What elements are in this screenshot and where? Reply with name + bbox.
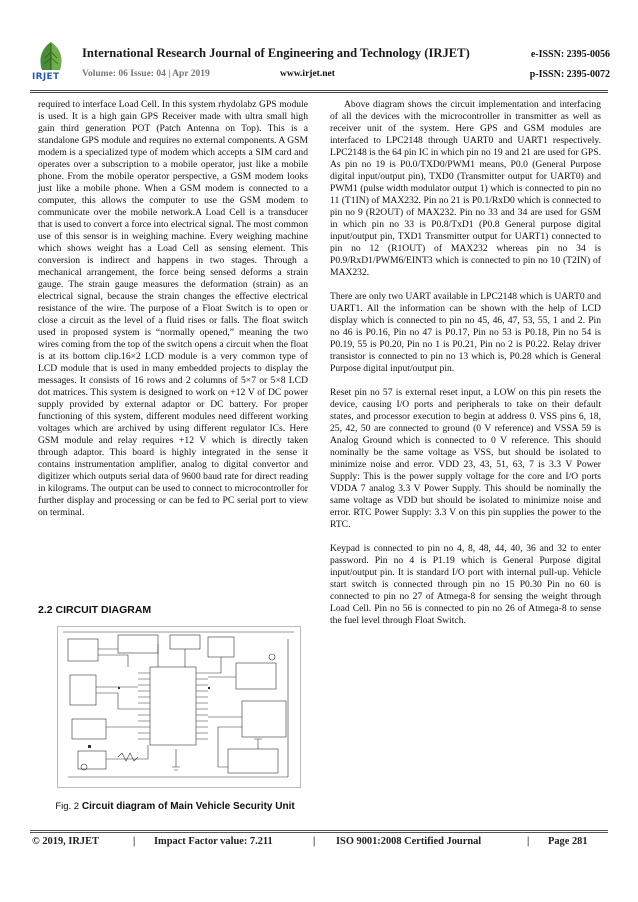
page-footer xyxy=(30,836,608,852)
figure-caption-text: Circuit diagram of Main Vehicle Security Unit xyxy=(81,801,295,812)
footer-copyright: © 2019, IRJET xyxy=(32,836,99,847)
p-issn: p-ISSN: 2395-0072 xyxy=(529,69,610,80)
logo-text: IRJET xyxy=(32,72,60,82)
paragraph: There are only two UART available in LPC2148 which is UART0 and UART1. All the information can be shown with the help of LCD display which is connected to pin no 45, 46, 47, 53, 55, 1 and 2. Pin no 46 is P0.16, Pin no 47 is P0.17, Pin no 53 is P0.18, Pin no 54 is P0.19, 55 is P0.20, Pin no 1 is P0.21, Pin no 2 is P0.22. Relay driver transistor is connected to pin no 13 which is, P0.28 which is General Purpose digital input/output pin. xyxy=(330,291,601,374)
footer-divider xyxy=(30,830,608,831)
journal-header xyxy=(30,40,610,90)
page-number: Page 281 xyxy=(548,836,588,847)
figure-label: Fig. 2 xyxy=(55,801,80,812)
section-heading: 2.2 CIRCUIT DIAGRAM xyxy=(38,604,152,616)
header-divider-2 xyxy=(30,92,608,93)
website-link[interactable]: www.irjet.net xyxy=(280,69,335,79)
irjet-logo xyxy=(30,40,72,88)
journal-title: International Research Journal of Engineering and Technology (IRJET) xyxy=(82,46,470,60)
footer-separator: | xyxy=(527,836,530,847)
paragraph: Reset pin no 57 is external reset input, a LOW on this pin resets the device, causing I/O ports and peripherals to take on their default states, and processor execution to begin at address 0. VSS pins 6, 18, 25, 42, 50 are connected to ground (0 V reference) and VSSA 59 is Analog Ground which is connected to 0 V reference. This should nominally be the same voltage as VSS, but should be isolated to minimize noise and error. VDD 23, 43, 51, 63, 7 is 3.3 V Power Supply: This is the power supply voltage for the core and I/O ports VDDA 7 analog 3.3 V Power Supply. This should be nominally the same voltage as VDD but should be isolated to minimize noise and error. RTC Power Supply: 3.3 V on this pin supplies the power to the RTC. xyxy=(330,387,601,530)
irjet-leaf-icon xyxy=(30,40,72,74)
footer-iso: ISO 9001:2008 Certified Journal xyxy=(336,836,482,847)
paragraph: Keypad is connected to pin no 4, 8, 48, 44, 40, 36 and 32 to enter password. Pin no 4 is P1.19 which is General Purpose digital input/output pin. It is standard I/O port with internal pull-up. Vehicle start switch is connected through pin no 15 P0.30 Pin no 60 is connected to pin no 27 of Atmega-8 for sensing the weight through Load Cell. Pin no 56 is connected to pin no 26 of Atmega-8 to sense the fuel level through Float Switch. xyxy=(330,543,601,626)
header-divider xyxy=(30,90,608,91)
footer-separator: | xyxy=(133,836,136,847)
e-issn: e-ISSN: 2395-0056 xyxy=(530,49,610,60)
right-column xyxy=(330,99,601,639)
footer-divider-2 xyxy=(30,832,608,833)
footer-impact-factor: Impact Factor value: 7.211 xyxy=(154,836,273,847)
figure-caption xyxy=(40,800,310,814)
paragraph: Above diagram shows the circuit implementation and interfacing of all the devices with the microcontroller in transmitter as well as receiver unit of the system. Here GPS and GSM modules are interfaced to LPC2148 through UART0 and UART1 respectively. LPC2148 is the 64 pin IC in which pin no 19 and 21 are used for GPS. As pin no 19 is P0.0/TXD0/PWM1 means, P0.0 (General Purpose digital input/output pin), TXD0 (Transmitter output for UART0) and PWM1 (pulse width modulator output 1) which is connected to pin no 11 (T1IN) of MAX232. Pin no 21 is P0.1/RxD0 which is connected to pin no 9 (R2OUT) of MAX232. Pin no 33 and 34 are used for GSM in which pin no 33 is P0.8/TxD1 (P0.8 General purpose digital input/output pin, TXD1 Transmitter output for UART1) connected to pin no 12 (R1OUT) of MAX232 whereas pin no 34 is P0.9/RxD1/PWM6/EINT3 which is connected to pin no 10 (T2IN) of MAX232. xyxy=(330,99,602,278)
left-column xyxy=(38,99,308,531)
circuit-diagram-figure xyxy=(57,626,301,788)
volume-issue: Volume: 06 Issue: 04 | Apr 2019 xyxy=(82,69,210,79)
circuit-diagram-image xyxy=(58,627,300,787)
paragraph: required to interface Load Cell. In this system rhydolabz GPS module is used. It is a high gain GPS Receiver made with ultra small high gain third generation POT (Patch Antenna on Top). This is a standalone GPS module and requires no external components. A GSM modem is a specialized type of modem which accepts a SIM card and operates over a subscription to a mobile operator, just like a mobile phone. From the mobile operator perspective, a GSM modem looks just like a mobile phone. When a GSM modem is connected to a computer, this allows the computer to use the GSM modem to communicate over the mobile network.A Load Cell is a transducer that is used to convert a force into electrical signal. The most common use of this sensor is in weighing machine. Every weighing machine which shows weight has a Load Cell as sensing element. This conversion is indirect and happens in two stages. Through a mechanical arrangement, the force being sensed deforms a strain gauge. The strain gauge measures the deformation (strain) as an electrical signal, because the strain changes the effective electrical resistance of the wire. The purpose of a Float Switch is to open or close a circuit as the level of a fluid rises or falls. The float switch used in proposed system is “normally opened,” meaning the two wires coming from the top of the switch opens a circuit when the float is at its bottom clip.16×2 LCD module is a very common type of LCD module that is used in many embedded projects to display the messages. It consists of 16 rows and 2 columns of 5×7 or 5×8 LCD dot matrices. This system is designed to work on +12 V of DC power supply provided by external adaptor or DC battery. For proper functioning of this system, different modules need different working voltages which are archived by using different regulator ICs. Here GSM module and relay requires +12 V which is directly taken through adaptor. This board is highly integrated in the sense it contains instrumentation amplifier, analog to digital convertor and digitizer which outputs serial data of 9600 baud rate for direct reading in kilograms. The output can be used to connect to microcontroller for further display and processing or can be fed to PC serial port to view on terminal. xyxy=(38,99,308,518)
footer-separator: | xyxy=(313,836,316,847)
